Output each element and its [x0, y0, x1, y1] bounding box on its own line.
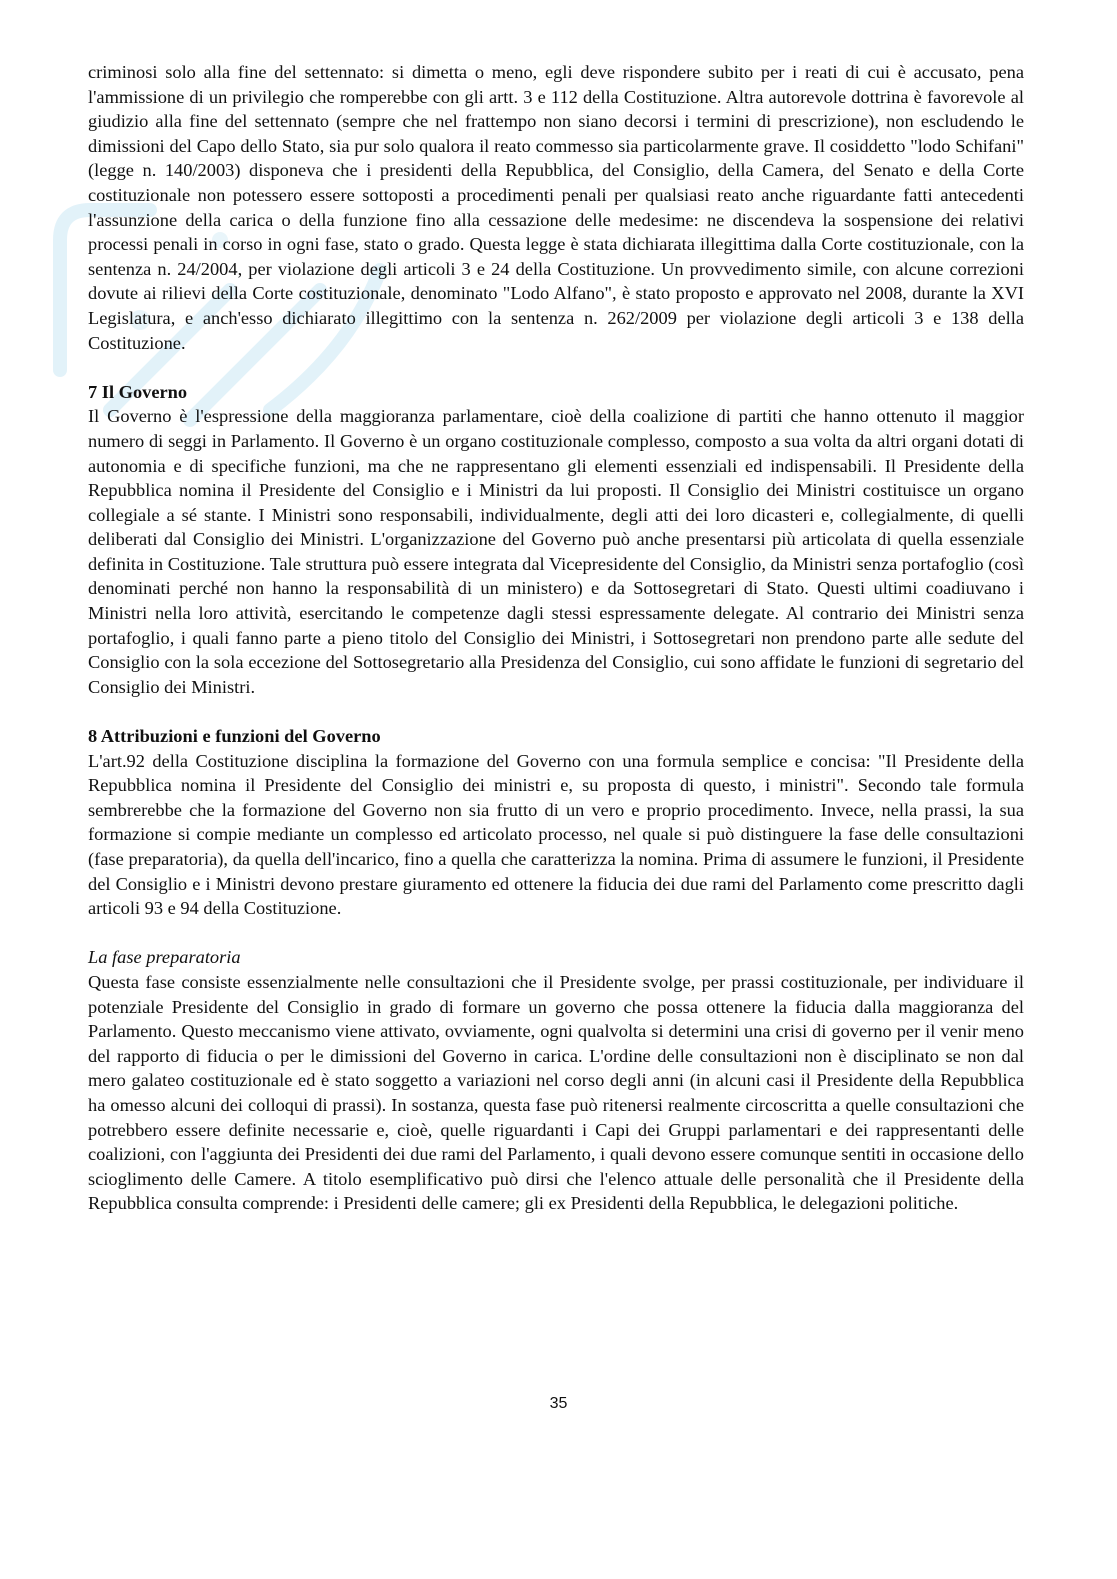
paragraph-fase-preparatoria: Questa fase consiste essenzialmente nelle consultazioni che il Presidente svolge, per prassi costituzionale, per individuare il potenziale Presidente del Consiglio in grado di formare un governo che possa ottenere la fiducia dalla maggioranza del Parlamento. Questo meccanismo viene attivato, ovviamente, ogni qualvolta si determini una crisi di governo per il venir meno del rapporto di fiducia o per le dimissioni del Governo in carica. L'ordine delle consultazioni non è disciplinato se non dal mero galateo costituzionale ed è stato soggetto a variazioni nel corso degli anni (in alcuni casi il Presidente della Repubblica ha omesso alcuni dei colloqui di prassi). In sostanza, questa fase può ritenersi realmente circoscritta a quelle consultazioni che potrebbero essere definite necessarie e, cioè, quelle riguardanti i Capi dei Gruppi parlamentari e dei rappresentanti delle coalizioni, con l'aggiunta dei Presidenti dei due rami del Parlamento, i quali devono essere comunque sentiti in occasione dello scioglimento delle Camere. A titolo esemplificativo può dirsi che l'elenco attuale delle personalità che il Presidente della Repubblica consulta comprende: i Presidenti delle camere; gli ex Presidenti della Repubblica, le delegazioni politiche.	[88, 971, 1024, 1214]
section-heading-attribuzioni: 8 Attribuzioni e funzioni del Governo	[88, 726, 381, 747]
spacer	[88, 355, 1024, 380]
page-number: 35	[549, 1395, 568, 1412]
spacer	[88, 699, 1024, 724]
spacer	[88, 921, 1024, 946]
section-heading-governo: 7 Il Governo	[88, 381, 188, 402]
paragraph-governo: Il Governo è l'espressione della maggioranza parlamentare, cioè della coalizione di partiti che hanno ottenuto il maggior numero di seggi in Parlamento. Il Governo è un organo costituzionale complesso, composto a sua volta da altri organi dotati di autonomia e di specifiche funzioni, ma che ne rappresentano gli elementi essenziali ed indispensabili. Il Presidente della Repubblica nomina il Presidente del Consiglio e i Ministri da lui proposti. Il Consiglio dei Ministri costituisce un organo collegiale a sé stante. I Ministri sono responsabili, individualmente, degli atti dei loro dicasteri e, collegialmente, di quelli deliberati dal Consiglio dei Ministri. L'organizzazione del Governo può anche presentarsi più articolata di quella essenziale definita in Costituzione. Tale struttura può essere integrata dal Vicepresidente del Consiglio, da Ministri senza portafoglio (così denominati perché non hanno la responsabilità di un ministero) e da Sottosegretari di Stato. Questi ultimi coadiuvano i Ministri nella loro attività, esercitando le competenze dagli stessi espressamente delegate. Al contrario dei Ministri senza portafoglio, i quali fanno parte a pieno titolo del Consiglio dei Ministri, i Sottosegretari non prendono parte alle sedute del Consiglio con la sola eccezione del Sottosegretario alla Presidenza del Consiglio, cui sono affidate le funzioni di segretario del Consiglio dei Ministri.	[88, 406, 1024, 697]
paragraph-attribuzioni: L'art.92 della Costituzione disciplina la formazione del Governo con una formula semplice e concisa: "Il Presidente della Repubblica nomina il Presidente del Consiglio dei ministri e, su proposta di questo, i ministri". Secondo tale formula sembrerebbe che la formazione del Governo non sia frutto di un vero e proprio procedimento. Invece, nella prassi, la sua formazione si compie mediante un complesso ed articolato processo, nel quale si può distinguere la fase delle consultazioni (fase preparatoria), da quella dell'incarico, fino a quella che caratterizza la nomina. Prima di assumere le funzioni, il Presidente del Consiglio e i Ministri devono prestare giuramento ed ottenere la fiducia dei due rami del Parlamento come prescritto dagli articoli 93 e 94 della Costituzione.	[88, 750, 1024, 919]
subsection-heading-fase-preparatoria: La fase preparatoria	[88, 947, 241, 968]
paragraph-intro: criminosi solo alla fine del settennato: si dimetta o meno, egli deve rispondere subito per i reati di cui è accusato, pena l'ammissione di un privilegio che romperebbe con gli artt. 3 e 112 della Costituzione. Altra autorevole dottrina è favorevole al giudizio alla fine del settennato (sempre che nel frattempo non siano decorsi i termini di prescrizione), non escludendo le dimissioni del Capo dello Stato, sia pur solo qualora il reato commesso sia particolarmente grave. Il cosiddetto "lodo Schifani" (legge n. 140/2003) disponeva che i presidenti della Repubblica, del Consiglio, della Camera, del Senato e della Corte costituzionale non potessero essere sottoposti a procedimenti penali per qualsiasi reato anche riguardante fatti antecedenti l'assunzione della carica o della funzione fino alla cessazione delle medesime: ne discendeva la sospensione dei relativi processi penali in corso in ogni fase, stato o grado. Questa legge è stata dichiarata illegittima dalla Corte costituzionale, con la sentenza n. 24/2004, per violazione degli articoli 3 e 24 della Costituzione. Un provvedimento simile, con alcune correzioni dovute ai rilievi della Corte costituzionale, denominato "Lodo Alfano", è stato proposto e approvato nel 2008, durante la XVI Legislatura, e anch'esso dichiarato illegittimo con la sentenza n. 262/2009 per violazione degli articoli 3 e 138 della Costituzione.	[88, 62, 1024, 353]
document-body	[88, 60, 1024, 1216]
